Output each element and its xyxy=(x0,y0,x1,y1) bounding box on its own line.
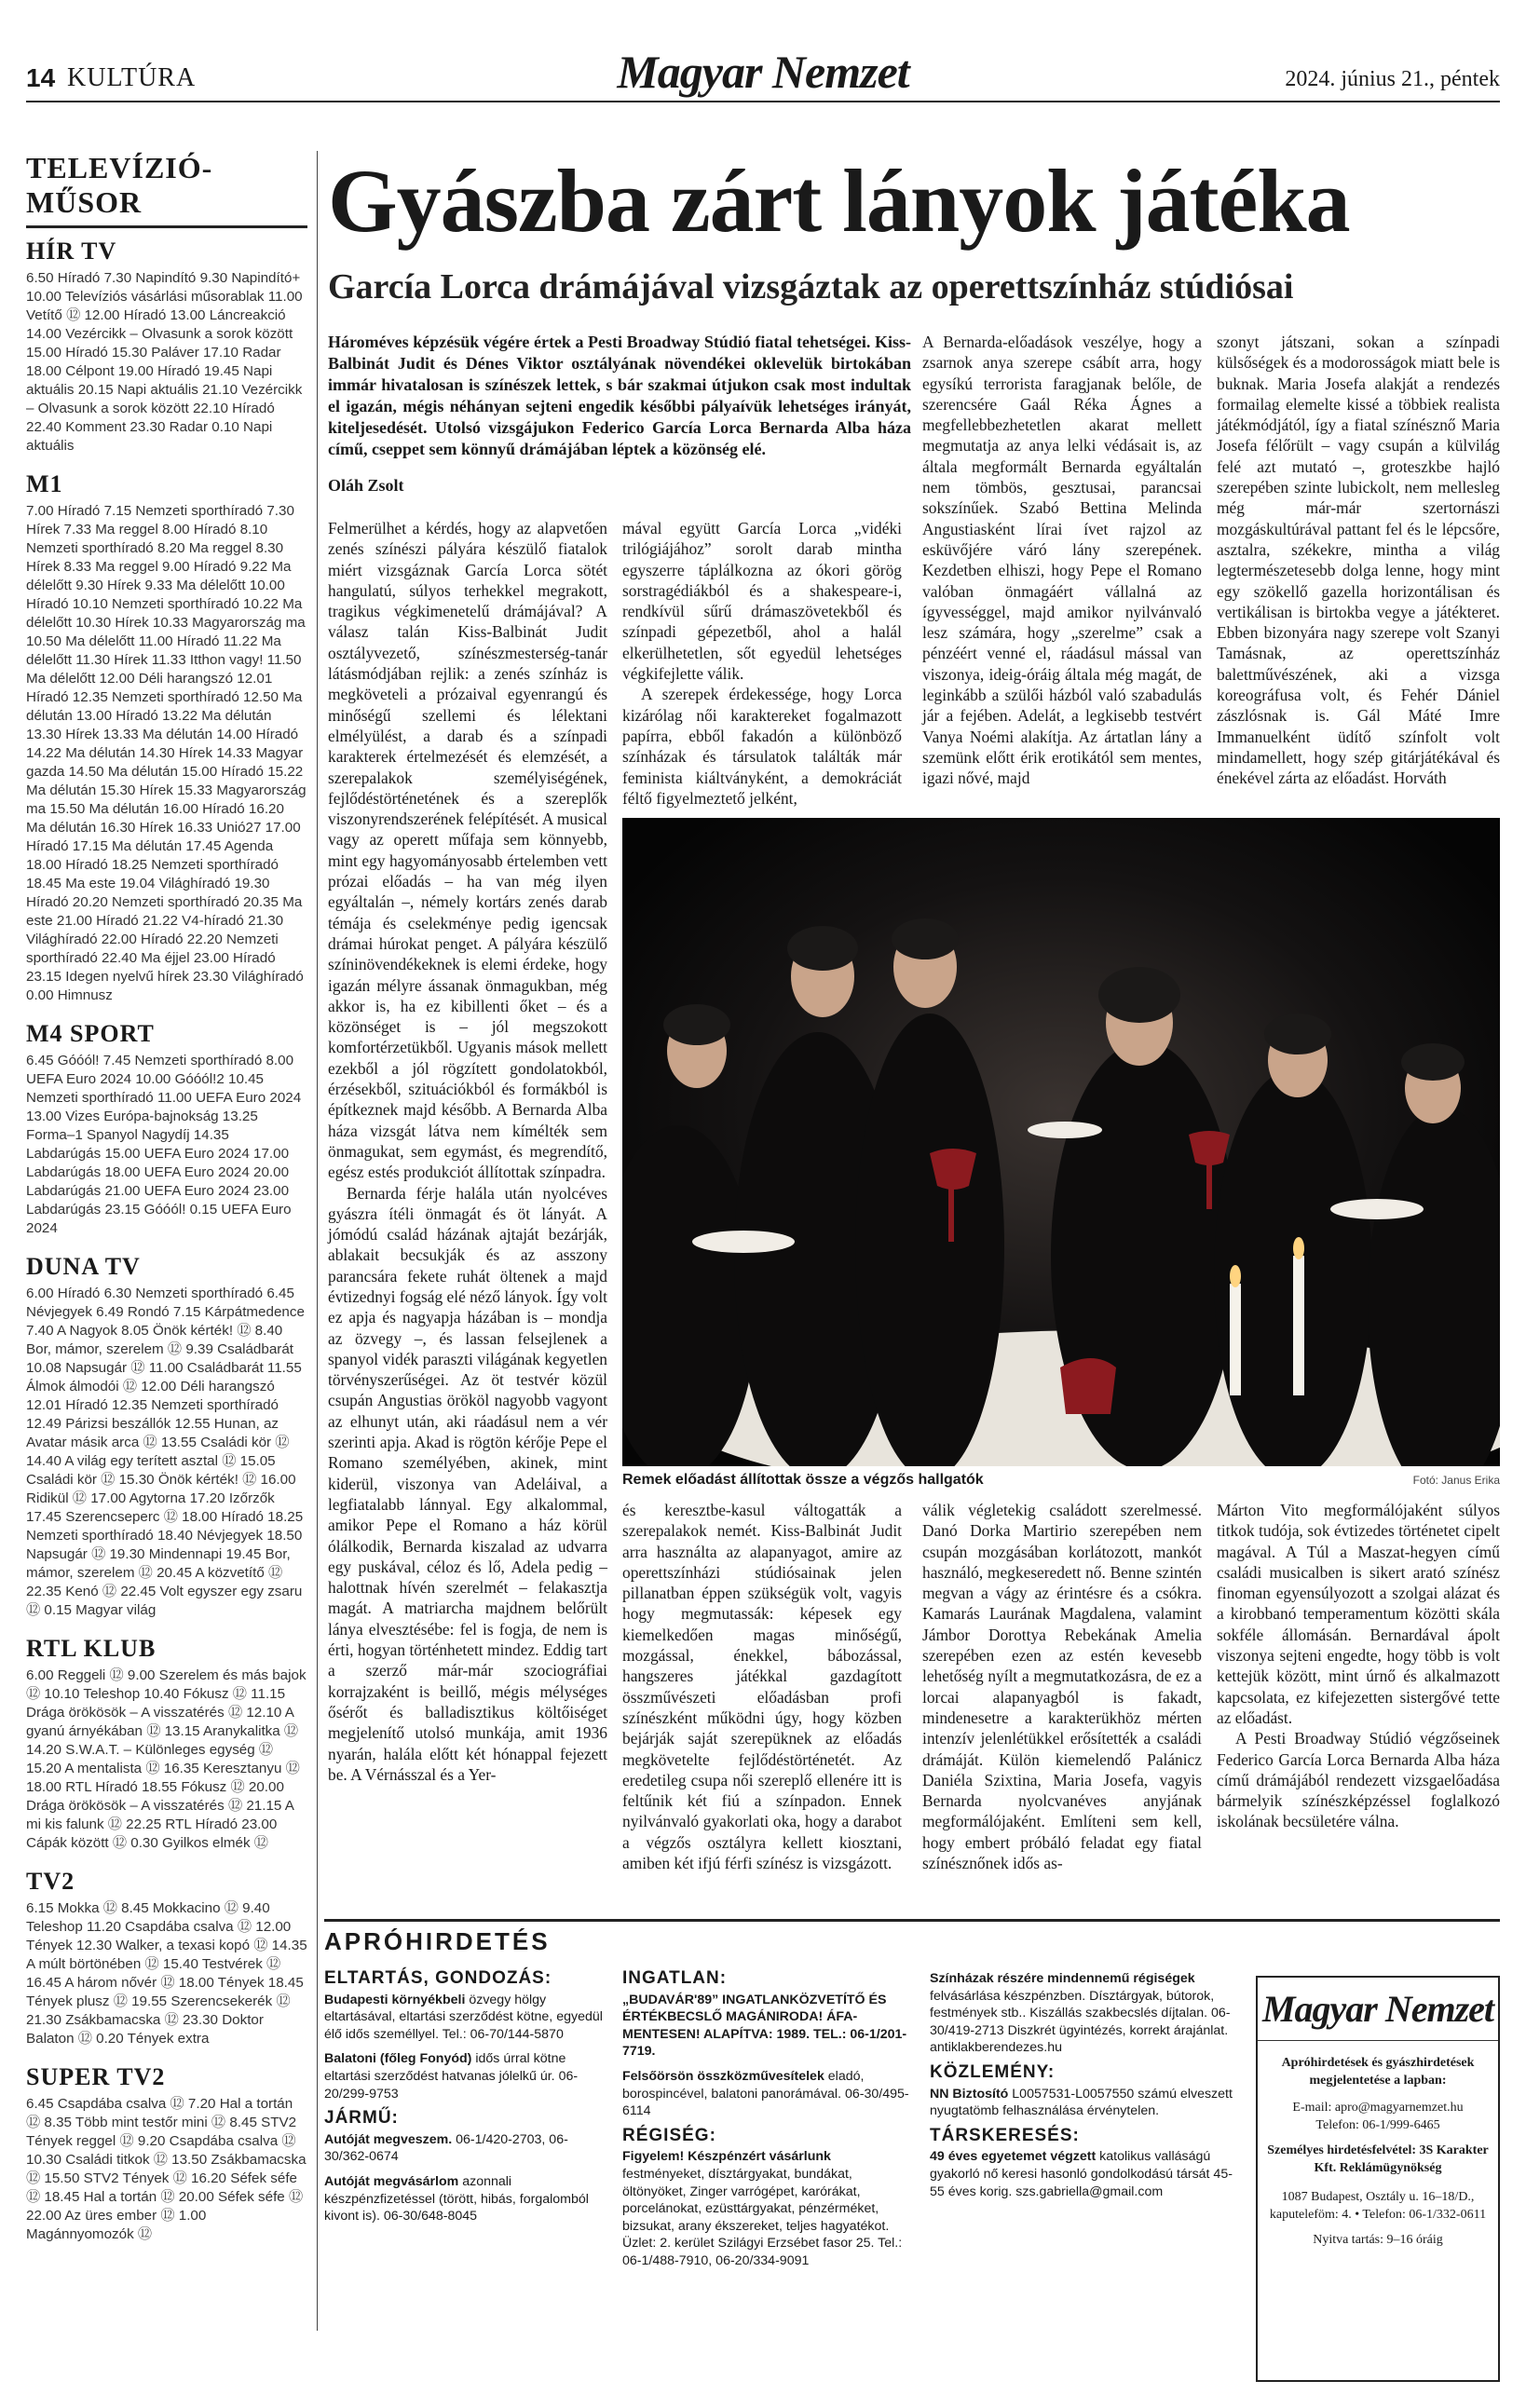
tv-channel xyxy=(26,1635,307,1853)
tv-channel-name: RTL KLUB xyxy=(26,1635,157,1662)
classifieds-column-2 xyxy=(622,1970,911,2278)
ad-box-phone: Telefon: 06-1/999-6465 xyxy=(1315,2118,1440,2132)
classified-ad-body: özvegy hölgy eltartásával, eltartási szerződést kötne, egyedül élő idős személlyel. Tel.: 06-70/144-5870 xyxy=(324,1992,603,2042)
classified-ad xyxy=(930,2086,1237,2120)
classified-ad xyxy=(324,1992,604,2044)
classified-ad xyxy=(930,2148,1237,2200)
classified-category: TÁRSKERESÉS: xyxy=(930,2125,1080,2145)
classified-ad-body: 06-1/420-2703, 06-30/362-0674 xyxy=(324,2131,568,2165)
tv-channel-name: DUNA TV xyxy=(26,1253,141,1280)
tv-channel xyxy=(26,1020,307,1238)
article-paragraph: és keresztbe-kasul váltogatták a szerepalakok nemét. Kiss-Balbinát Judit arra használta az alapanyagot, amire az operettszínházi stúdiósainak jelen pillanatban éppen szükségük volt, vagyis hogy megmutassák: képesek egy kiemelkedően magas minőségű, mozgással, énekkel, bábozással, hangszeres játékkal gazdagított összművészeti előadásban profi színészként működni úgy, hogy közben bejárják saját szerepüknek az előadás megkövetelte fejlődéstörténetét. Az eredetileg csupa női szereplő ellenére itt is feltűnik két fiú a színpadon. Ennek nyilvánvaló gyakorlati oka, hogy a darabot a végzős osztályra kellett kiosztani, amiben két ifjú férfi színész is vizsgázott. xyxy=(622,1501,902,1873)
masthead-logo-small: Magyar Nemzet xyxy=(1258,1987,1498,2041)
article-column-1 xyxy=(328,518,607,1785)
page-number: 14 xyxy=(26,63,56,92)
photo-caption xyxy=(622,1472,1500,1489)
ad-box-hours: Nyitva tartás: 9–16 óráig xyxy=(1313,2233,1443,2247)
classified-category: JÁRMŰ: xyxy=(324,2108,399,2129)
article-paragraph: szonyt játszani, sokan a színpadi külsőségek és a modorosságok miatt bele is buknak. Maria Josefa alakját a rendezés formailag elemelte kissé a többiek realista játékmódjától, így a fiatal színésznő Maria Josefa félőrült – vagy csupán a külvilág felé azt mutató –, groteszkbe hajló szerepében szinte lubickolt, nem mellesleg még már-már szertornászi mozgáskultúrával pattant fel és le lépcsőre, asztalra, székekre, mintha a világ legtermészetesebb dolga lenne, hogy mint egy szökellő gazella horizontálisan és vertikálisan is birtokba vegye a játékteret. Ebben bizonyára nagy szerepe volt Szanyi Tamásnak, az operettszínház balettművészének, aki a vizsga koreográfusa volt, és Fehér Dániel zászlósnak is. Gál Máté Imre Immanuelként üdítő színfolt volt mindamellett, hogy szép gitárjátékával és énekével zárta az előadást. Horváth xyxy=(1217,333,1500,788)
article-lead: Hároméves képzésük végére értek a Pesti Broadway Stúdió fiatal tehetségei. Kiss-Balbinát Judit és Dénes Viktor osztályának növendékei oklevelük birtokában immár hivatalosan is színészek lettek, s bár szakmai útjukon csak most indultak el igazán, mégis néhányan sejteni engedik későbbi pályaívük lehetséges irányát, kiteljesedését. Utolsó vizsgájukon Federico García Lorca Bernarda Alba háza című, cseppet sem könnyű drámájában léptek a közönség elé. xyxy=(328,333,911,458)
tv-channel xyxy=(26,1868,307,2048)
classified-ad-lead: Budapesti környékbeli xyxy=(324,1992,466,2007)
tv-channel-name: SUPER TV2 xyxy=(26,2063,166,2090)
classified-ad-lead: Balatoni (főleg Fonyód) xyxy=(324,2051,472,2067)
tv-channel-schedule: 6.15 Mokka ⑫ 8.45 Mokkacino ⑫ 9.40 Teleshop 11.20 Csapdába csalva ⑫ 12.00 Tények 12.30 Walker, a texasi kopó ⑫ 14.35 A múlt börtönében ⑫ 15.40 Testvérek ⑫ 16.45 A három nővér ⑫ 18.00 Tények 18.45 Tények plusz ⑫ 19.55 Szerencsekerék ⑫ 21.30 Zsákbamacska ⑫ 23.30 Doktor Balaton ⑫ 0.20 Tények extra xyxy=(26,1900,307,2047)
classified-ad-lead: 49 éves egyetemet végzett xyxy=(930,2149,1097,2165)
masthead-logo: Magyar Nemzet xyxy=(617,46,909,98)
tv-channel-list xyxy=(26,238,307,2244)
classifieds-section xyxy=(324,1919,1500,2385)
photo-credit: Fotó: Janus Erika xyxy=(1412,1474,1500,1487)
article-paragraph: válik végletekig családott szerelmessé. Danó Dorka Martirio szerepében nem csupán mozgásában korlátozott, mankót használó, megkeseredett nő. Benne szintén megvan a vágy az érintésre és a csókra. Kamarás Laurának Magdalena, valamint Jámbor Dorottya Rebekának Amelia szerepében ezen az estén kevesebb lehetőség nyílt a megmutatkozásra, de ez a lorcai alapanyagból is fakadt, mindenesetre a karakterükhöz mérten intenzív jelenlétükkel erősítették a családi drámáját. Külön kiemelendő Palánicz Daniéla Szixtina, Maria Josefa, vagyis Bernarda nyolcvanéves anyjának megformálójaként. Említeni sem kell, hogy embert próbáló feladat egy fiatal színésznőnek idős as- xyxy=(922,1501,1202,1873)
tv-channel-name: M1 xyxy=(26,470,63,497)
page-header xyxy=(26,19,1500,102)
article-column-2 xyxy=(622,518,902,809)
article-lead-block xyxy=(328,332,911,509)
tv-channel xyxy=(26,238,307,456)
article-headline: Gyászba zárt lányok játéka xyxy=(328,151,1350,251)
classified-ad xyxy=(930,1970,1237,2057)
tv-channel xyxy=(26,1253,307,1620)
classified-ad-body: azonnali készpénzfizetéssel (törött, hibás, forgalomból kivont is). 06-30/648-8045 xyxy=(324,2173,589,2224)
article-paragraph: Felmerülhet a kérdés, hogy az alapvetően zenés színészi pályára készülő fiatalok miért vizsgáznak García Lorca sötét hangulatú, súlyos terhekkel megrakott, tragikus végkimenetelű drámájával? A válasz talán Kiss-Balbinát Judit osztályvezető, színészmesterség-tanár látásmódjában rejlik: a zenés színház is megköveteli a prózaival egyenrangú és minőségű szellemi és lélektani elmélyülést, a darab és a színpadi karakterek értelmezését és elemzését, a szerepalakok személyiségének, fejlődéstörténetének és a szereplők viszonyrendszerének felépítését. A musical vagy az operett műfaja sem könnyebb, mint egy hagyományosabb értelemben vett prózai előadás – ha van még ilyen egyáltalán –, némely kortárs zenés darab témája és cselekménye pedig igencsak drámai húrokat penget. A pályára készülő színinövendékeknek is elemi érdeke, hogy igazán mélyre ássanak önmagukban, még akkor is, ha ez kibillenti őket – és a közönséget is – jól megszokott komfortérzetükből. Ugyanis mások mellett ezekből a jól rögzített gondolatokból, érzésekből, szituációkból és formákból is építkeznek majd később. A Bernarda Alba háza vizsgát látva nem kímélték sem önmagukat, sem egymást, és megrendítő, egész estés produkciót állítottak színpadra. xyxy=(328,519,607,1182)
photo-caption-text: Remek előadást állítottak össze a végzős hallgatók xyxy=(622,1472,984,1488)
tv-channel-name: TV2 xyxy=(26,1868,75,1895)
article-paragraph: Márton Vito megformálójaként súlyos titkok tudója, sok évtizedes történetet cipelt magával. A Túl a Maszat-hegyen című családi musicalben is sikert arató színész finoman egyensúlyozott a szolgai alázat és a kirobbanó temperamentum közötti skála sokféle állomásán. Bernardával ápolt viszonya sejteni engedte, hogy több is volt kettejük között, mint úrnő és alkalmazott kapcsolata, ez kifejezetten sistergővé tette az előadást. xyxy=(1217,1501,1500,1727)
article-column-4 xyxy=(1217,332,1500,789)
classified-ad-lead: NN Biztosító xyxy=(930,2086,1009,2102)
tv-channel-schedule: 7.00 Híradó 7.15 Nemzeti sporthíradó 7.30 Hírek 7.33 Ma reggel 8.00 Híradó 8.10 Nemzeti sporthíradó 8.20 Ma reggel 8.30 Hírek 8.33 Ma reggel 9.00 Híradó 9.22 Ma délelőtt 9.30 Hírek 9.33 Ma délelőtt 10.00 Híradó 10.10 Nemzeti sporthíradó 10.22 Ma délelőtt 10.30 Hírek 10.33 Magyarország ma 10.50 Ma délelőtt 11.00 Híradó 11.22 Ma délelőtt 11.30 Hírek 11.33 Itthon vagy! 11.50 Ma délelőtt 12.00 Déli harangszó 12.01 Híradó 12.35 Nemzeti sporthíradó 12.50 Ma délután 13.00 Híradó 13.22 Ma délután 13.30 Hírek 13.33 Ma délután 14.00 Híradó 14.22 Ma délután 14.30 Hírek 14.33 Magyar gazda 14.50 Ma délután 15.00 Híradó 15.22 Ma délután 15.30 Hírek 15.33 Magyarország ma 15.50 Ma délután 16.00 Híradó 16.20 Ma délután 16.30 Hírek 16.33 Unió27 17.00 Híradó 17.15 Ma délután 17.45 Agenda 18.00 Híradó 18.25 Nemzeti sporthíradó 18.45 Ma este 19.04 Világhíradó 19.30 Híradó 20.20 Nemzeti sporthíradó 20.35 Ma este 21.00 Híradó 21.22 V4-híradó 21.30 Világhíradó 22.00 Híradó 22.20 Nemzeti sporthíradó 22.40 Ma éjjel 23.00 Híradó 23.15 Idegen nyelvű hírek 23.30 Világhíradó 0.00 Himnusz xyxy=(26,503,307,1003)
article-column-3 xyxy=(922,332,1202,789)
classified-ad-lead: Autóját megveszem. xyxy=(324,2131,453,2147)
advertising-contact-info xyxy=(1258,2041,1498,2256)
tv-listings xyxy=(26,151,307,2259)
tv-channel-schedule: 6.45 Csapdába csalva ⑫ 7.20 Hal a tortán ⑫ 8.35 Több mint testőr mini ⑫ 8.45 STV2 Tények reggel ⑫ 9.20 Csapdába csalva ⑫ 10.30 Családi titkok ⑫ 13.50 Zsákbamacska ⑫ 15.50 STV2 Tények ⑫ 16.20 Séfek séfe ⑫ 18.45 Hal a tortán ⑫ 20.00 Séfek séfe ⑫ 22.00 Az üres ember ⑫ 1.00 Magánnyomozók ⑫ xyxy=(26,2096,307,2242)
classified-category: RÉGISÉG: xyxy=(622,2125,716,2145)
article-paragraph: A szerepek érdekessége, hogy Lorca kizárólag női karaktereket fogalmazott papírra, ebből fakadón a különböző színházak és társulatok találták már feminista kiáltványként, a demokráciát féltő figyelmeztető jelként, xyxy=(622,685,902,808)
classified-ad xyxy=(622,1992,911,2061)
ad-box-address: 1087 Budapest, Osztály u. 16–18/D., kaputeleföm: 4. • Telefon: 06-1/332-0611 xyxy=(1269,2190,1487,2222)
ad-box-agency: Személyes hirdetésfelvétel: 3S Karakter Kft. Reklámügynökség xyxy=(1267,2143,1489,2175)
article-paragraph: A Bernarda-előadások veszélye, hogy a zsarnok anya szerepe csábít arra, hogy egysíkú terrorista faragjanak belőle, de szerencsére Gaál Réka Ágnes a megfellebbezhetetlen akarat mellett megmutatja az anya lelki védásait is, az általa megformált Bernarda egyáltalán nem tömbös, gesztusai, parancsai sokszínűek. Szabó Bettina Melinda Angustiasként lírai ívet rajzol az esküvőjére váró lány szerepének. Kezdetben elhiszi, hogy Pepe el Romano valóban önmagáért vállalná az ígyvességgel, majd amikor nyilvánvaló lesz számára, hogy „szerelme” csak a pénzéért venné el, ráadásul mással van viszonya, ideig-óráig általa még magát, de leginkább a szülői házból való szabadulás jár a fejében. Adelát, a legkisebb testvért Vanya Noémi alakítja. Az ártatlan lány a szemünk előtt érik erotikától sem mentes, igazi nővé, majd xyxy=(922,333,1202,788)
tv-channel-schedule: 6.00 Reggeli ⑫ 9.00 Szerelem és más bajok ⑫ 10.10 Teleshop 10.40 Fókusz ⑫ 11.15 Drága örökösök – A visszatérés ⑫ 12.10 A gyanú árnyékában ⑫ 13.15 Aranykalitka ⑫ 14.20 S.W.A.T. – Különleges egység ⑫ 15.20 A mentalista ⑫ 16.35 Keresztanyu ⑫ 18.00 RTL Híradó 18.55 Fókusz ⑫ 20.00 Drága örökösök – A visszatérés ⑫ 21.15 A mi kis falunk ⑫ 22.25 RTL Híradó 23.00 Cápák között ⑫ 0.30 Gyilkos elmék ⑫ xyxy=(26,1667,307,1851)
tv-channel-name: HÍR TV xyxy=(26,238,117,265)
classified-ad xyxy=(622,2068,911,2120)
ad-box-email: E-mail: apro@magyarnemzet.hu xyxy=(1292,2101,1464,2115)
classified-ad xyxy=(324,2050,604,2102)
column-divider xyxy=(317,151,318,2331)
classified-ad-body: idős úrral kötne eltartási szerződést hatvanas jólelkű úr. 06-20/299-9753 xyxy=(324,2051,579,2102)
classified-category: KÖZLEMÉNY: xyxy=(930,2061,1056,2082)
advertising-contact-box xyxy=(1256,1976,1500,2382)
tv-channel-schedule: 6.00 Híradó 6.30 Nemzeti sporthíradó 6.45 Névjegyek 6.49 Rondó 7.15 Kárpátmedence 7.40 A Nagyok 8.05 Önök kérték! ⑫ 8.40 Bor, mámor, szerelem ⑫ 9.39 Családbarát 10.08 Napsugár ⑫ 11.00 Családbarát 11.55 Álmok álmodói ⑫ 12.00 Déli harangszó 12.01 Híradó 12.35 Nemzeti sporthíradó 12.49 Párizsi beszállók 12.55 Hunan, az Avatar másik arca ⑫ 13.55 Családi kör ⑫ 14.40 A világ egy terített asztal ⑫ 15.05 Családi kör ⑫ 15.30 Önök kérték! ⑫ 16.00 Ridikül ⑫ 17.00 Agytorna 17.20 Izőrzők 17.45 Szerencseperc ⑫ 18.00 Híradó 18.25 Nemzeti sporthíradó 18.40 Névjegyek 18.50 Napsugár ⑫ 19.30 Mindennapi 19.45 Bor, mámor, szerelem ⑫ 20.45 A közvetítő ⑫ 22.35 Kenó ⑫ 22.45 Volt egyszer egy zsaru ⑫ 0.15 Magyar világ xyxy=(26,1286,305,1618)
classified-ad-body: festményeket, dísztárgyakat, bundákat, öltönyöket, Zinger varrógépet, karórákat, porcelánokat, ezüsttárgyakat, pénzérméket, bizsukat, arany ékszereket, teljes hagyatékot. Üzlet: 2. kerület Szilágyi Erzsébet fasor 25. Tel.: 06-1/488-7910, 06-20/334-9091 xyxy=(622,2166,903,2268)
article-paragraph: A Pesti Broadway Stúdió végzőseinek Federico García Lorca Bernarda Alba háza című drámájából rendezett vizsgaelőadása bármelyik színészképzéssel foglalkozó iskolának becsületére válna. xyxy=(1217,1729,1500,1831)
classified-ad-body: katolikus valláságú gyakorló nő keresi hasonló gondolkodású társát 45-55 éves korig. szs.gabriella@gmail.com xyxy=(930,2149,1233,2199)
classifieds-column-1 xyxy=(324,1970,604,2233)
ad-box-intro: Apróhirdetések és gyászhirdetések megjelentetése a lapban: xyxy=(1281,2056,1475,2088)
article-paragraph: mával együtt García Lorca „vidéki trilógiájához” sorolt darab mintha egyszerre táplálkozna az ókori görög sorstragédiákból és a shakespeare-i, rendkívül sűrű drámaszövetekből és színpadi gépezetből, ahol a halál elkerülhetetlen, sőt egyedül lehetséges végkifejlette válik. xyxy=(622,519,902,684)
article-paragraph: Bernarda férje halála után nyolcéves gyászra ítéli önmagát és öt lányát. A jómódú család házának ajtaját bezárják, ablakait becsukják és az asszony parancsára fekete ruhát öltenek a majd évtizednyi fogság elé néző lányok. Így volt ez apja és nagyapja házában is – mondja az özvegy –, és lassan felsejlenek a spanyol vidék paraszti világának kegyetlen törvényszerűségei. Az öt testvér közül csupán Angustias örököl nagyobb vagyont az elhunyt után, aki ráadásul nem a vér szerinti apja. Akad is rögtön kérője Pepe el Romano személyében, akinek, mint kiderül, viszonya van Adeláival, a legfiatalabb lánnyal. Egy alkalommal, amikor Pepe el Romano a ház körül ólálkodik, Bernarda kiszalad az udvarra egy puskával, céloz és lő, Adela pedig – halottnak hívén szerelmét – felakasztja magát. A matriarcha majdnem belőrült lánya elvesztésébe: fel is fogja, de nem is érti, hogyan történhetett mindez. Eddig tart a szerző már-már szociográfiai korrajzaként is beillő, mégis mélységes ősérőt és balladisztikus költőiséget megjelenítő utolsó munkája, amit 1936 nyarán, halála előtt két hónappal fejezett be. A Vérnásszal és a Yer- xyxy=(328,1183,607,1784)
classified-ad-lead: Színházak részére mindennemű régiségek xyxy=(930,1971,1195,1986)
article-photo xyxy=(622,818,1500,1466)
classified-category: ELTARTÁS, GONDOZÁS: xyxy=(324,1968,552,1988)
classified-ad-lead: Autóját megvásárlom xyxy=(324,2173,459,2189)
classified-ad-lead: Felsőörsön összközművesítelek xyxy=(622,2068,824,2084)
article-byline: Oláh Zsolt xyxy=(328,476,404,495)
tv-channel-schedule: 6.50 Híradó 7.30 Napindító 9.30 Napindító+ 10.00 Televíziós vásárlási műsorablak 11.00 Vetítő ⑫ 12.00 Híradó 13.00 Láncreakció 14.00 Vezércikk – Olvasunk a sorok között 15.00 Híradó 15.30 Paláver 17.10 Radar 18.00 Célpont 19.00 Híradó 19.45 Napi aktuális 20.15 Napi aktuális 21.10 Vezércikk – Olvasunk a sorok között 22.10 Híradó 22.40 Komment 23.30 Radar 0.10 Napi aktuális xyxy=(26,270,303,454)
classified-ad xyxy=(622,2148,911,2269)
classified-ad xyxy=(324,2131,604,2166)
issue-date: 2024. június 21., péntek xyxy=(1285,67,1500,91)
article-column-3-lower xyxy=(922,1500,1202,1873)
classified-ad-body: felvásárlása készpénzben. Dísztárgyak, bútorok, festmények stb.. Kiszállás szakbecslés díjtalan. 06-30/419-2713 Diszkrét ügyintézés, korrekt árajánlat. antiklakberendezes.hu xyxy=(930,1988,1231,2056)
article-column-2-lower xyxy=(622,1500,902,1873)
classified-ad-lead: Figyelem! Készpénzért vásárlunk xyxy=(622,2149,831,2165)
tv-listings-title: TELEVÍZIÓ-MŰSOR xyxy=(26,151,307,228)
tv-channel-schedule: 6.45 Góóól! 7.45 Nemzeti sporthíradó 8.00 UEFA Euro 2024 10.00 Góóól!2 10.45 Nemzeti sporthíradó 11.00 UEFA Euro 2024 13.00 Vizes Európa-bajnokság 13.25 Forma–1 Spanyol Nagydíj 14.35 Labdarúgás 15.00 UEFA Euro 2024 17.00 Labdarúgás 18.00 UEFA Euro 2024 20.00 Labdarúgás 21.00 UEFA Euro 2024 23.00 Labdarúgás 23.15 Góóól! 0.15 UEFA Euro 2024 xyxy=(26,1053,302,1236)
classified-ad xyxy=(324,2173,604,2225)
classified-ad-body: eladó, borospincével, balatoni panorámával. 06-30/495-6114 xyxy=(622,2068,909,2119)
article-subhead: García Lorca drámájával vizsgáztak az operettszínház stúdiósai xyxy=(328,267,1294,306)
article-column-4-lower xyxy=(1217,1500,1500,1832)
classifieds-title: APRÓHIRDETÉS xyxy=(324,1927,551,1955)
stage-scene-illustration xyxy=(622,818,1500,1466)
tv-channel-name: M4 SPORT xyxy=(26,1020,155,1047)
classifieds-column-3 xyxy=(930,1970,1237,2208)
classified-ad-lead: „BUDAVÁR'89” INGATLANKÖZVETÍTŐ ÉS ÉRTÉKBECSLŐ MAGÁNIRODA! ÁFA-MENTESEN! ALAPÍTVA: 1989. TEL.: 06-1/201-7719. xyxy=(622,1992,907,2060)
classified-category: INGATLAN: xyxy=(622,1968,728,1988)
tv-channel xyxy=(26,470,307,1005)
classified-ad-body: L0057531-L0057550 számú elveszett nyugtatömb felhasználása érvénytelen. xyxy=(930,2086,1233,2119)
section-label: KULTÚRA xyxy=(67,63,197,92)
tv-channel xyxy=(26,2063,307,2244)
